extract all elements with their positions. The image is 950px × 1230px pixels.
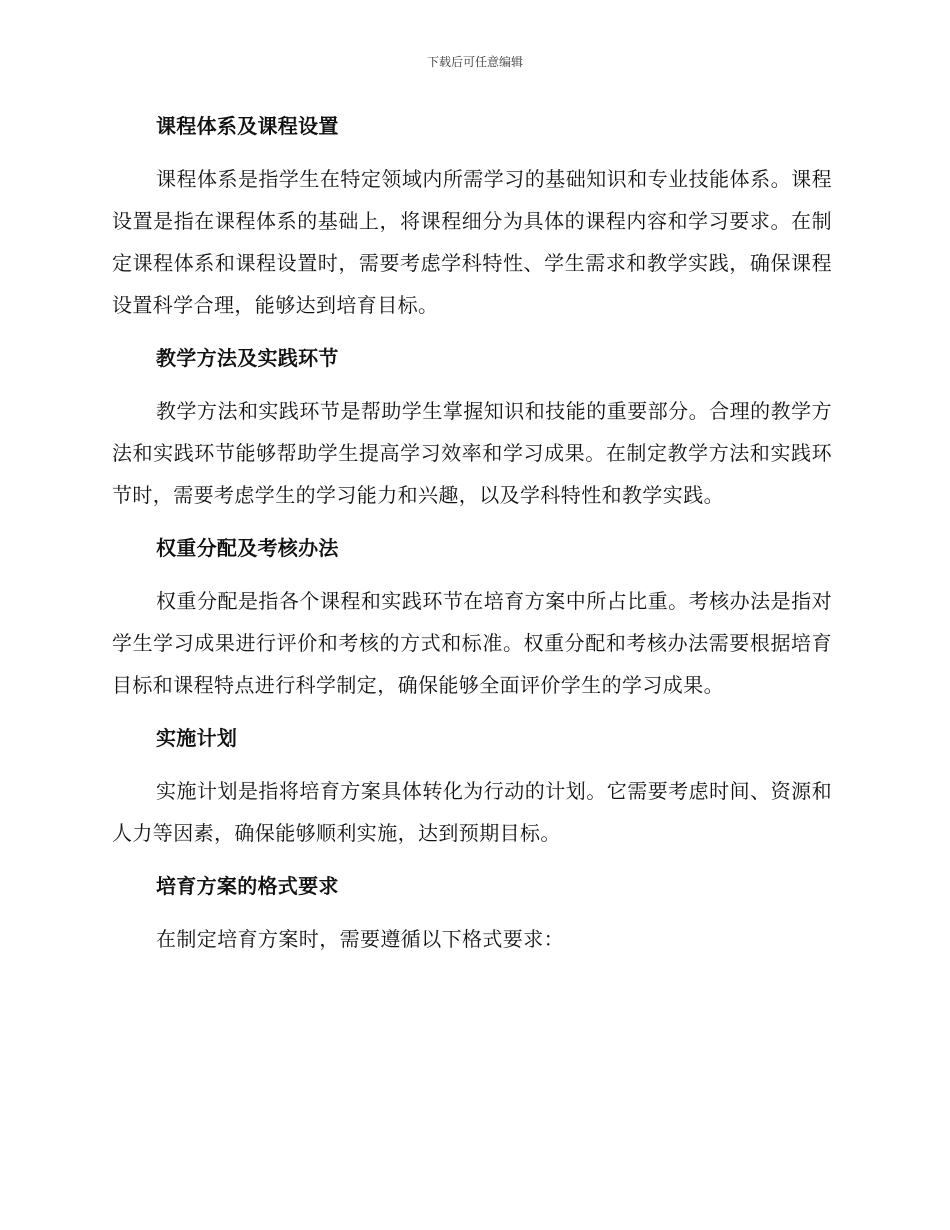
page-header: 下载后可任意编辑 — [426, 55, 523, 69]
section-heading-format: 培育方案的格式要求 — [156, 874, 339, 898]
section-body-implementation: 实施计划是指将培育方案具体转化为行动的计划。它需要考虑时间、资源和人力等因素，确保能够顺利实施，达到预期目标。 — [112, 779, 832, 845]
document-content — [112, 108, 832, 974]
section-heading-curriculum: 课程体系及课程设置 — [156, 114, 339, 138]
section-heading-teaching-methods: 教学方法及实践环节 — [156, 346, 339, 370]
section-body-format: 在制定培育方案时，需要遵循以下格式要求： — [156, 927, 564, 951]
section-body-curriculum: 课程体系是指学生在特定领域内所需学习的基础知识和专业技能体系。课程设置是指在课程体系的基础上，将课程细分为具体的课程内容和学习要求。在制定课程体系和课程设置时，需要考虑学科特性、学生需求和教学实践，确保课程设置科学合理，能够达到培育目标。 — [112, 167, 832, 317]
section-heading-implementation: 实施计划 — [156, 726, 238, 750]
section-body-teaching-methods: 教学方法和实践环节是帮助学生掌握知识和技能的重要部分。合理的教学方法和实践环节能够帮助学生提高学习效率和学习成果。在制定教学方法和实践环节时，需要考虑学生的学习能力和兴趣，以及学科特性和教学实践。 — [112, 399, 832, 507]
section-heading-weighting: 权重分配及考核办法 — [156, 536, 339, 560]
section-body-weighting: 权重分配是指各个课程和实践环节在培育方案中所占比重。考核办法是指对学生学习成果进行评价和考核的方式和标准。权重分配和考核办法需要根据培育目标和课程特点进行科学制定，确保能够全面评价学生的学习成果。 — [112, 589, 832, 697]
